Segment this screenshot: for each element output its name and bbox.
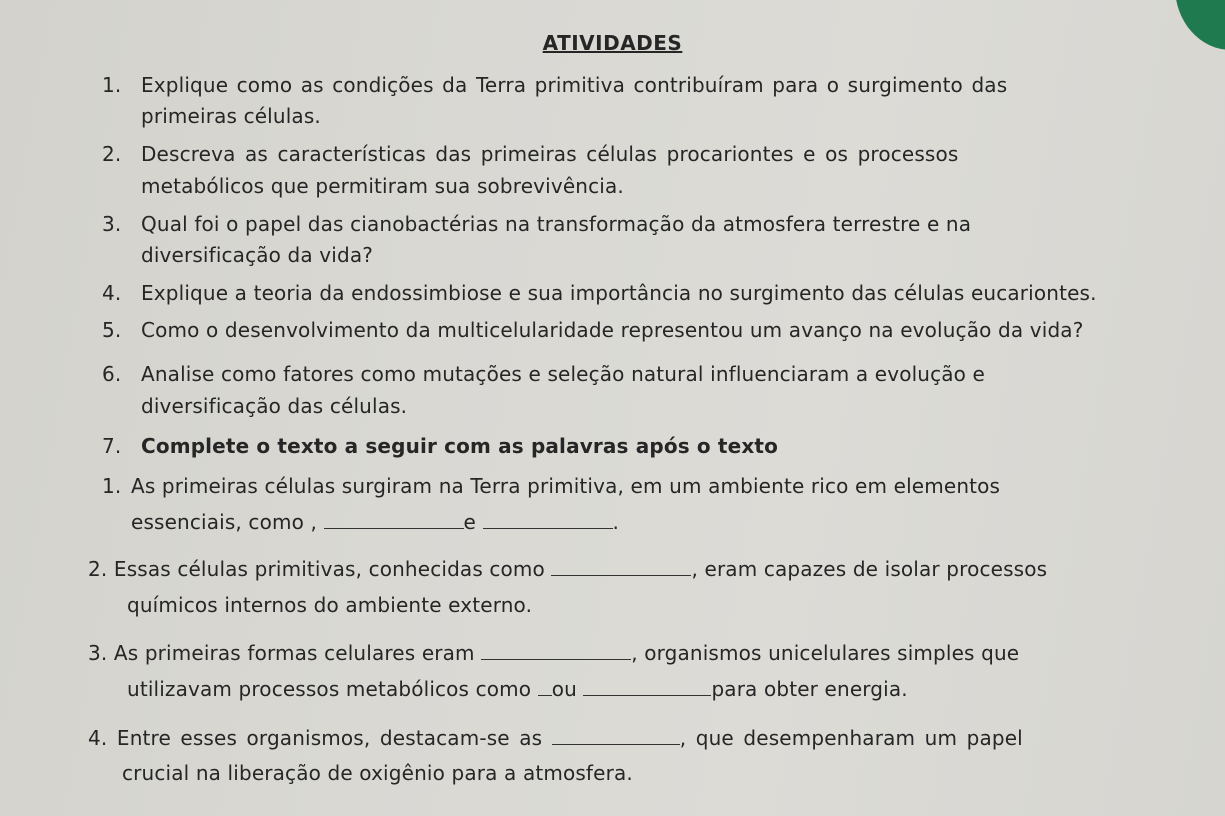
question-4-text: Explique a teoria da endossimbiose e sua importância no surgimento das células eucariontes. — [141, 281, 1097, 305]
question-1-text: Explique como as condições da Terra primitiva contribuíram para o surgimento das — [141, 73, 1008, 97]
fill-item-2 — [88, 557, 1047, 581]
fill-item-3-text-c: utilizavam processos metabólicos como — [127, 677, 532, 701]
question-6-number: 6. — [102, 362, 122, 386]
question-6-text: Analise como fatores como mutações e seleção natural influenciaram a evolução e — [141, 362, 986, 386]
fill-item-4-line2: crucial na liberação de oxigênio para a atmosfera. — [122, 761, 633, 785]
question-5-text: Como o desenvolvimento da multicelularidade representou um avanço na evolução da vida? — [141, 318, 1084, 342]
fill-item-3-blank-1[interactable] — [481, 643, 631, 660]
fill-item-3-line2 — [127, 677, 908, 701]
question-5-number: 5. — [102, 318, 122, 342]
page-title: ATIVIDADES — [542, 31, 683, 55]
fill-item-1-text-a: essenciais, como , — [131, 510, 317, 534]
question-7-number: 7. — [102, 434, 122, 458]
question-2-text: Descreva as características das primeiras células procariontes e os processos — [141, 142, 959, 166]
question-3-number: 3. — [102, 212, 122, 236]
fill-item-2-number: 2. — [88, 557, 108, 581]
fill-item-1-text-c: . — [612, 510, 620, 534]
question-1-text-cont: primeiras células. — [141, 104, 321, 128]
fill-item-4-blank-1[interactable] — [552, 728, 680, 745]
fill-item-1-blank-1[interactable] — [324, 512, 464, 529]
fill-item-3 — [88, 641, 1019, 665]
question-2-number: 2. — [102, 142, 122, 166]
fill-item-2-blank-1[interactable] — [551, 559, 691, 576]
fill-item-4-text-a: Entre esses organismos, destacam-se as — [116, 726, 543, 750]
fill-item-1-line2 — [131, 510, 619, 534]
fill-item-1-text: As primeiras células surgiram na Terra primitiva, em um ambiente rico em elementos — [131, 474, 1001, 498]
question-7-text: Complete o texto a seguir com as palavras após o texto — [141, 434, 778, 458]
fill-item-4-text-b: , que desempenharam um papel — [679, 726, 1023, 750]
fill-item-3-blank-2[interactable] — [538, 679, 552, 696]
fill-item-4-number: 4. — [88, 726, 108, 750]
question-3-text: Qual foi o papel das cianobactérias na transformação da atmosfera terrestre e na — [141, 212, 972, 236]
fill-item-3-text-e: para obter energia. — [711, 677, 908, 701]
fill-item-4 — [88, 726, 1023, 750]
fill-item-3-text-d: ou — [551, 677, 577, 701]
question-3-text-cont: diversificação da vida? — [141, 243, 374, 267]
fill-item-2-text-b: , eram capazes de isolar processos — [691, 557, 1048, 581]
fill-item-3-number: 3. — [88, 641, 108, 665]
fill-item-1-text-b: e — [463, 510, 476, 534]
fill-item-2-line2: químicos internos do ambiente externo. — [127, 593, 533, 617]
question-1-number: 1. — [102, 73, 122, 97]
fill-item-2-text-a: Essas células primitivas, conhecidas como — [113, 557, 545, 581]
fill-item-3-text-b: , organismos unicelulares simples que — [631, 641, 1020, 665]
fill-item-1-number: 1. — [102, 474, 122, 498]
question-4-number: 4. — [102, 281, 122, 305]
fill-item-1-blank-2[interactable] — [483, 512, 613, 529]
fill-item-3-blank-3[interactable] — [583, 679, 711, 696]
question-2-text-cont: metabólicos que permitiram sua sobrevivência. — [141, 174, 624, 198]
question-6-text-cont: diversificação das células. — [141, 394, 408, 418]
fill-item-3-text-a: As primeiras formas celulares eram — [113, 641, 475, 665]
